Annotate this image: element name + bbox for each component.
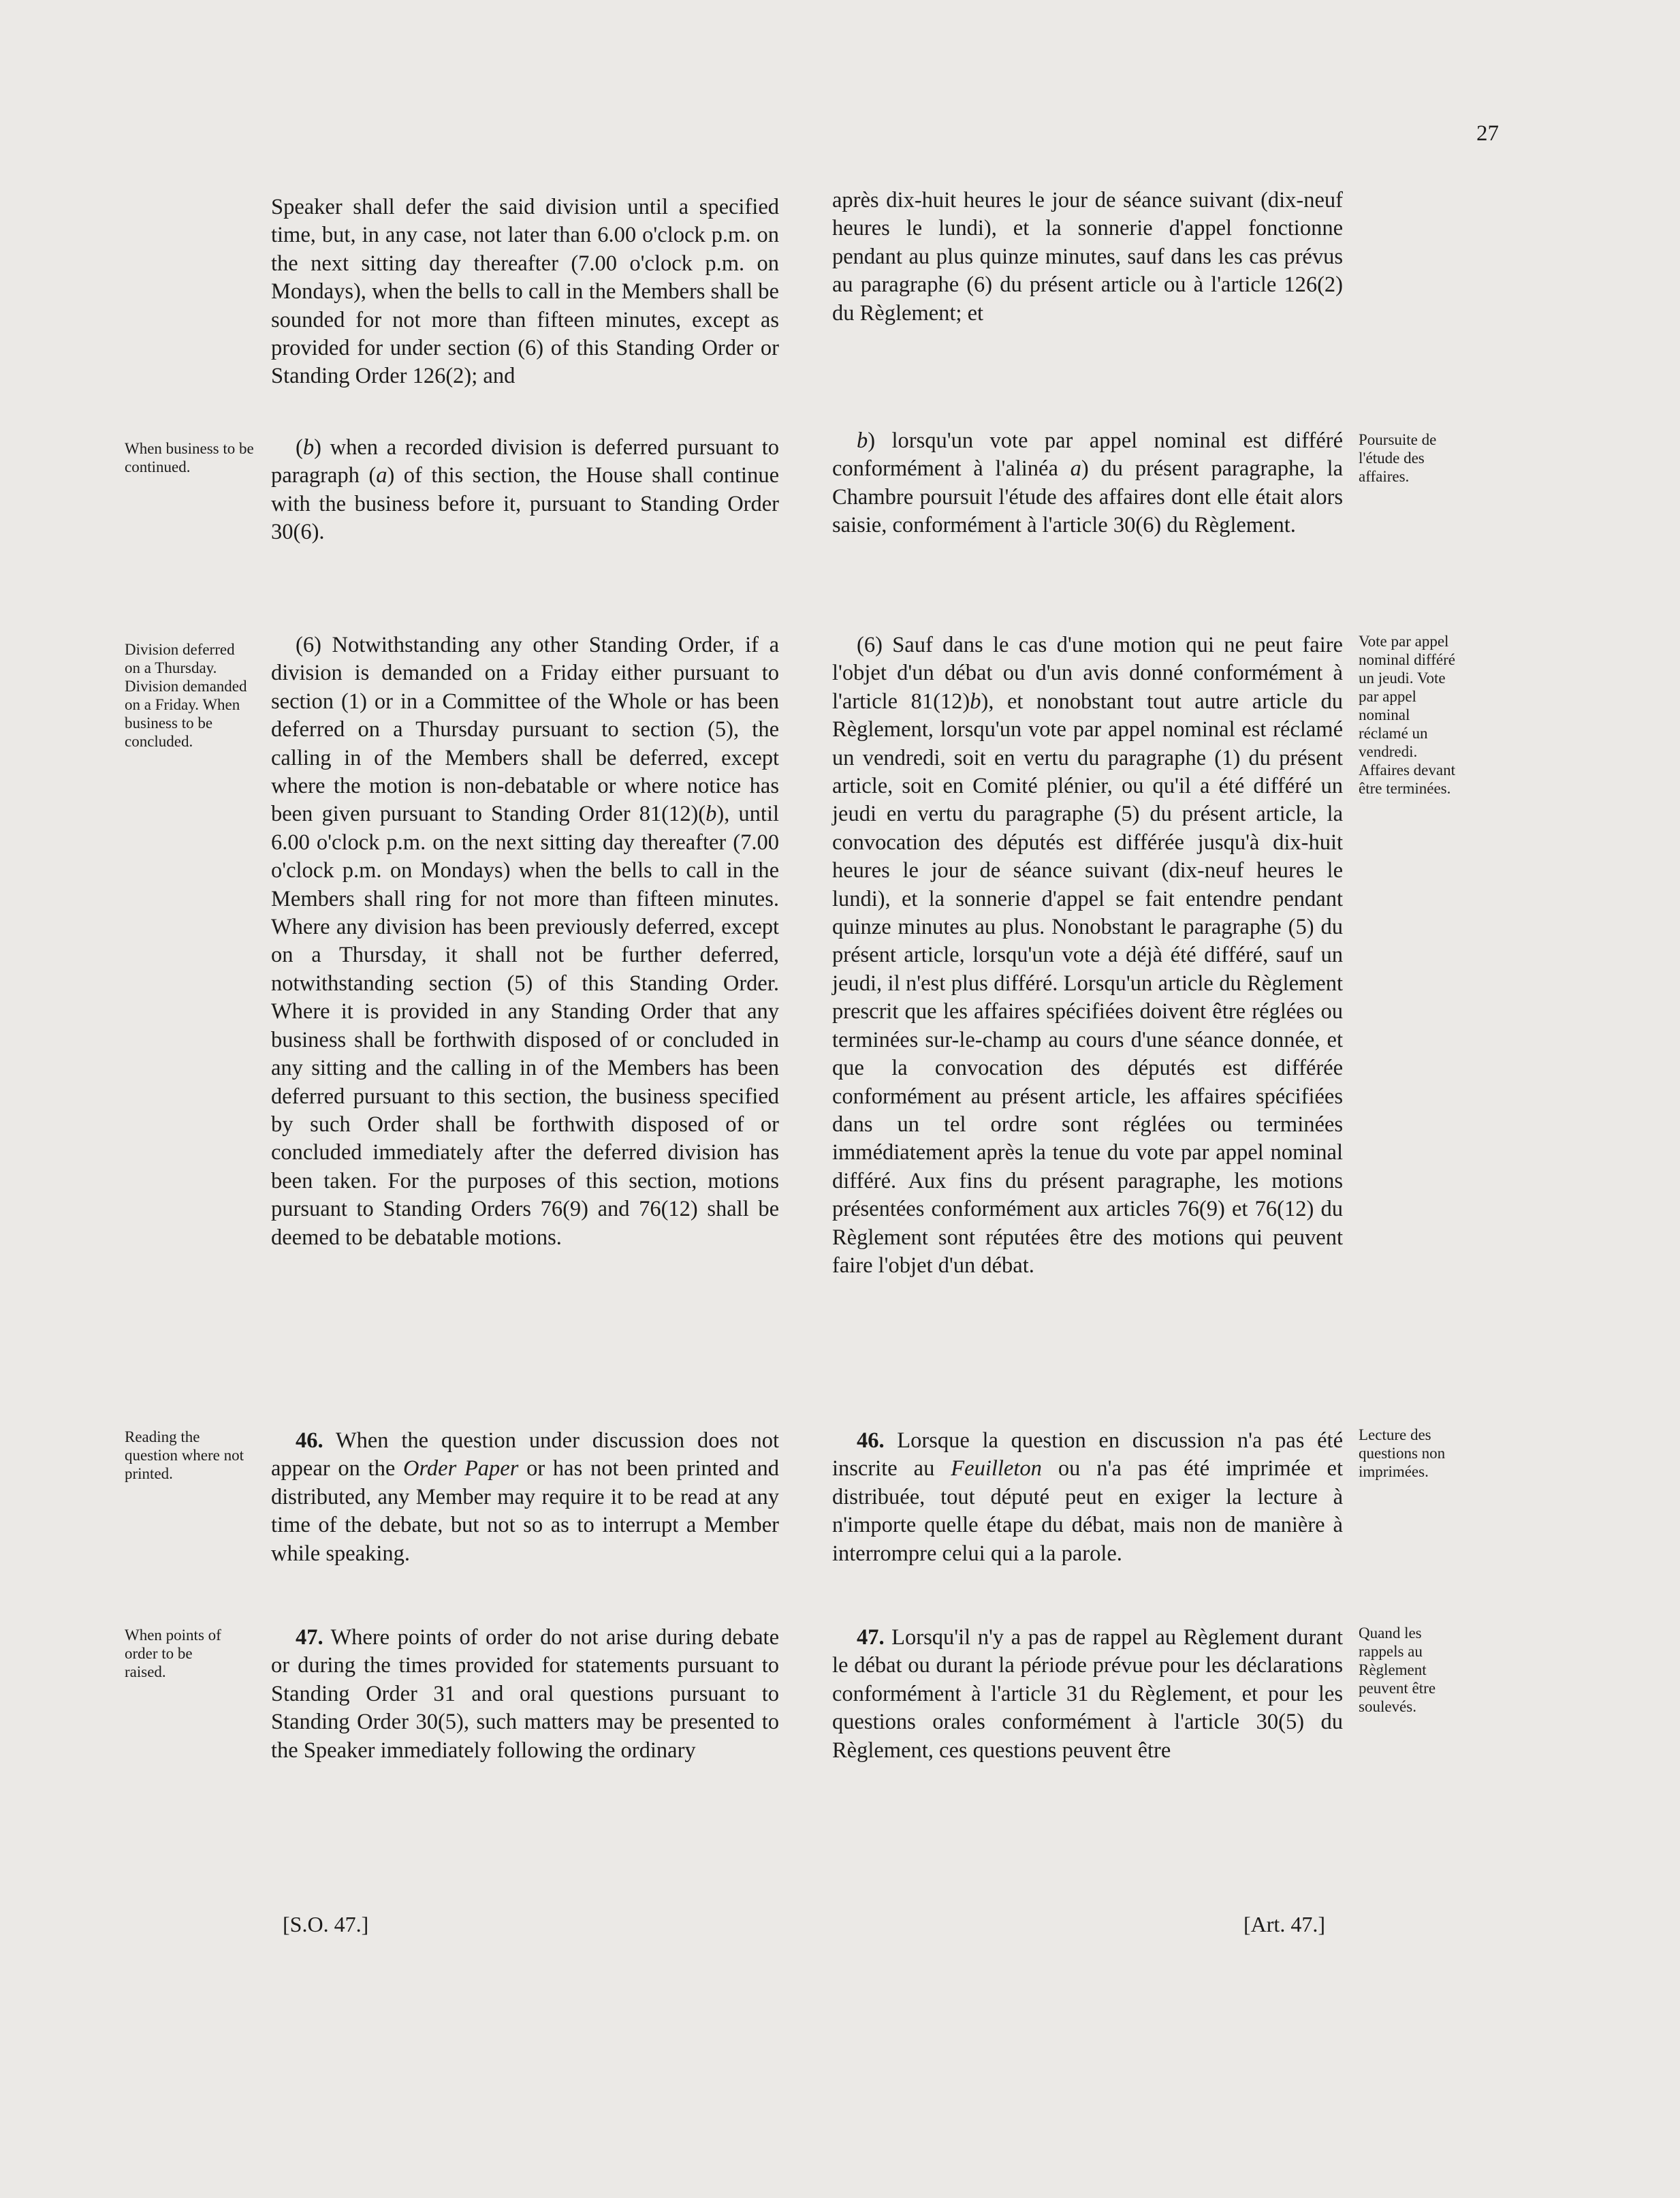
text: (6) Sauf dans le cas d'une motion qui ne peut faire l'objet d'un débat ou d'un avis donné conformément à l'article 81(12)b), et nonobstant tout autre article du Règlement, lorsqu'un vote par appel nominal est réclamé un vendredi, soit en vertu du paragraphe (1) du présent article, soit en Comité plénier, ou qu'il a été différé un jeudi en vertu du paragraphe (5) du présent article, la convocation des députés est différée jusqu'à dix-huit heures le jour de séance suivant (dix-neuf heures le lundi), et la sonnerie d'appel se fait entendre pendant quinze minutes au plus. Nonobstant le paragraphe (5) du présent article, lorsqu'un vote a déjà été différé, sauf un jeudi, il n'est plus différé. Lorsqu'un article du Règlement prescrit que les affaires spécifiées doivent être réglées ou terminées sur-le-champ au cours d'une séance donnée, et que la convocation des députés est différée conformément au présent article, les affaires spécifiées dans un tel ordre sont réglées ou terminées immédiatement après la tenue du vote par appel nominal différé. Aux fins du présent paragraphe, les motions présentées conformément aux articles 76(9) et 76(12) du Règlement sont réputées être des motions qui peuvent faire l'objet d'un débat. bbox=[832, 633, 1344, 1278]
french-margin-note: Quand les rappels au Règlement peuvent être soulevés. bbox=[1359, 1624, 1436, 1715]
english-standing-order-47 bbox=[271, 1624, 779, 1765]
english-margin-note: When points of order to be raised. bbox=[125, 1627, 221, 1680]
text: 47. Where points of order do not arise during debate or during the times provided for statements pursuant to Standing Order 31 and oral questions pursuant to Standing Order 30(5), such matters may be presented to the Speaker immediately following the ordinary bbox=[271, 1625, 779, 1763]
english-margin-note: Division deferred on a Thursday. Division demanded on a Friday. When business to be concluded. bbox=[125, 641, 247, 750]
french-standing-order-46 bbox=[832, 1427, 1343, 1568]
english-section-6 bbox=[271, 631, 779, 1252]
english-margin-note: When business to be continued. bbox=[125, 440, 254, 475]
text: 46. When the question under discussion does not appear on the Order Paper or has not been printed and distributed, any Member may require it to be read at any time of the debate, but not so as to interrupt a Member while speaking. bbox=[271, 1428, 779, 1566]
text: Speaker shall defer the said division until a specified time, but, in any case, not later than 6.00 o'clock p.m. on the next sitting day thereafter (7.00 o'clock p.m. on Mondays), when the bells to call in the Members shall be sounded for not more than fifteen minutes, except as provided for under section (6) of this Standing Order or Standing Order 126(2); and bbox=[271, 195, 779, 389]
english-paragraph-b bbox=[271, 434, 779, 547]
page-number: 27 bbox=[1476, 121, 1499, 146]
text: (b) when a recorded division is deferred pursuant to paragraph (a) of this section, the House shall continue with the business before it, pursuant to Standing Order 30(6). bbox=[271, 435, 779, 545]
french-margin-note: Lecture des questions non imprimées. bbox=[1359, 1426, 1446, 1480]
french-margin-note: Vote par appel nominal différé un jeudi. Vote par appel nominal réclamé un vendredi. Affaires devant être terminées. bbox=[1359, 633, 1455, 797]
french-paragraph-b bbox=[832, 427, 1343, 540]
french-margin-note: Poursuite de l'étude des affaires. bbox=[1359, 431, 1437, 485]
french-section-6 bbox=[832, 631, 1343, 1280]
english-footer: [S.O. 47.] bbox=[283, 1912, 369, 1936]
text: 46. Lorsque la question en discussion n'a pas été inscrite au Feuilleton ou n'a pas été imprimée et distribuée, tout député peut en exiger la lecture à n'importe quelle étape du débat, mais non de manière à interrompre celui qui a la parole. bbox=[832, 1428, 1343, 1566]
text: après dix-huit heures le jour de séance suivant (dix-neuf heures le lundi), et la sonnerie d'appel fonctionne pendant au plus quinze minutes, sauf dans les cas prévus au paragraphe (6) du présent article ou à l'article 126(2) du Règlement; et bbox=[832, 188, 1343, 326]
french-standing-order-47 bbox=[832, 1624, 1343, 1765]
text: (6) Notwithstanding any other Standing Order, if a division is demanded on a Friday either pursuant to section (1) or in a Committee of the Whole or has been deferred on a Thursday pursuant to section (5), the calling in of the Members shall be deferred, except where the motion is non-debatable or where notice has been given pursuant to Standing Order 81(12)(b), until 6.00 o'clock p.m. on the next sitting day thereafter (7.00 o'clock p.m. on Mondays) when the bells to call in the Members shall ring for not more than fifteen minutes. Where any division has been previously deferred, except on a Thursday, it shall not be further deferred, notwithstanding section (5) of this Standing Order. Where it is provided in any Standing Order that any business shall be forthwith disposed of or concluded in any sitting and the calling in of the Members has been deferred pursuant to this section, the business specified by such Order shall be forthwith disposed of or concluded immediately after the deferred division has been taken. For the purposes of this section, motions pursuant to Standing Orders 76(9) and 76(12) shall be deemed to be debatable motions. bbox=[271, 633, 780, 1250]
english-paragraph-continuation bbox=[271, 193, 779, 391]
french-footer: [Art. 47.] bbox=[1243, 1912, 1325, 1936]
english-standing-order-46 bbox=[271, 1427, 779, 1568]
english-margin-note: Reading the question where not printed. bbox=[125, 1428, 244, 1482]
french-paragraph-continuation bbox=[832, 187, 1343, 328]
text: 47. Lorsqu'il n'y a pas de rappel au Règlement durant le débat ou durant la période prévue pour les déclarations conformément à l'article 31 du Règlement, et pour les questions orales conformément à l'article 30(5) du Règlement, ces questions peuvent être bbox=[832, 1625, 1343, 1763]
text: b) lorsqu'un vote par appel nominal est différé conformément à l'alinéa a) du présent paragraphe, la Chambre poursuit l'étude des affaires dont elle était alors saisie, conformément à l'article 30(6) du Règlement. bbox=[832, 428, 1343, 538]
